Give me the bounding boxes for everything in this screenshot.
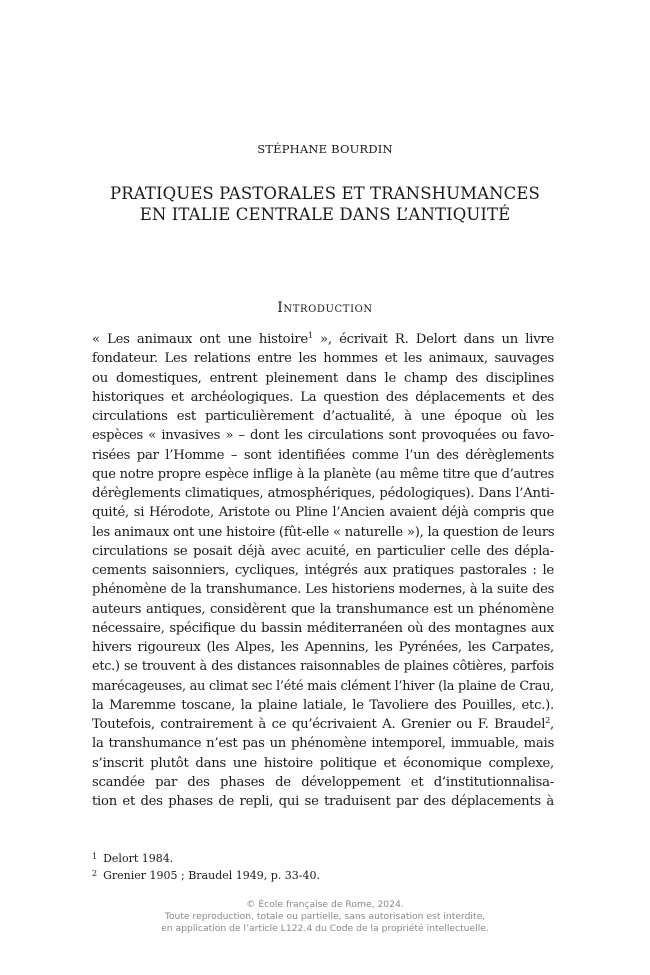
body-line: etc.) se trouvent à des distances raisonnables de plaines côtières, parfois	[92, 659, 554, 675]
footnote-1	[92, 849, 554, 866]
title-line-1: PRATIQUES PASTORALES ET TRANSHUMANCES	[110, 184, 540, 203]
body-line: circulations est particulièrement d’actualité, à une époque où les	[92, 409, 554, 424]
body-line: tion et des phases de repli, qui se traduisent par des déplacements à	[92, 794, 554, 809]
body-line: quité, si Hérodote, Aristote ou Pline l’Ancien avaient déjà compris que	[92, 505, 554, 521]
footnote-number: 2	[92, 869, 98, 878]
footnotes	[92, 849, 554, 883]
article-title	[0, 183, 650, 225]
body-line: historiques et archéologiques. La question des déplacements et des	[92, 389, 554, 405]
body-line: dérèglements climatiques, atmosphériques, pédologiques). Dans l’Anti-	[92, 486, 554, 501]
footnote-ref-1[interactable]: 1	[307, 331, 313, 340]
body-line: cements saisonniers, cycliques, intégrés aux pratiques pastorales : le	[92, 563, 554, 578]
body-line: risées par l’Homme – sont identifiées comme l’un des dérèglements	[92, 447, 554, 463]
body-line: Toutefois, contrairement à ce qu’écrivaient A. Grenier ou F. Braudel$^2$,	[92, 716, 554, 732]
footnote-2	[92, 866, 554, 883]
body-line: hivers rigoureux (les Alpes, les Apennins, les Pyrénées, les Carpates,	[92, 640, 554, 655]
footnote-text: Grenier 1905 ; Braudel 1949, p. 33-40.	[103, 869, 320, 882]
footnote-ref-2[interactable]: 2	[545, 716, 551, 725]
copyright-notice	[0, 899, 650, 935]
footnote-number: 1	[92, 852, 98, 861]
body-line: ou domestiques, entrent pleinement dans le champ des disciplines	[92, 370, 554, 386]
copyright-line: © École française de Rome, 2024.	[246, 899, 404, 910]
body-line: auteurs antiques, considèrent que la transhumance est un phénomène	[92, 601, 554, 617]
body-line: circulations se posait déjà avec acuité, en particulier celle des dépla-	[92, 543, 554, 559]
body-line: marécageuses, au climat sec l’été mais clément l’hiver (la plaine de Crau,	[92, 678, 554, 694]
body-line: la Maremme toscane, la plaine latiale, le Tavoliere des Pouilles, etc.).	[92, 697, 554, 713]
body-line: fondateur. Les relations entre les hommes et les animaux, sauvages	[92, 351, 554, 367]
body-line: phénomène de la transhumance. Les historiens modernes, à la suite des	[92, 582, 554, 598]
footnote-text: Delort 1984.	[103, 852, 174, 865]
body-line: les animaux ont une histoire (fût-elle « naturelle »), la question de leurs	[92, 524, 555, 540]
copyright-line: Toute reproduction, totale ou partielle, sans autorisation est interdite,	[164, 911, 486, 922]
body-line: « Les animaux ont une histoire$^1$ », écrivait R. Delort dans un livre	[92, 331, 555, 347]
title-line-2: EN ITALIE CENTRALE DANS L’ANTIQUITÉ	[139, 205, 511, 224]
section-heading: Introduction	[277, 300, 373, 316]
body-line: s’inscrit plutôt dans une histoire politique et économique complexe,	[92, 755, 554, 771]
body-line: nécessaire, spécifique du bassin méditerranéen où des montagnes aux	[92, 620, 554, 636]
body-text	[92, 330, 554, 811]
body-line: espèces « invasives » – dont les circulations sont provoquées ou favo-	[92, 428, 554, 444]
copyright-line: en application de l’article L122.4 du Code de la propriété intellectuelle.	[161, 923, 489, 934]
body-line: que notre propre espèce inflige à la planète (au même titre que d’autres	[92, 466, 554, 482]
author-name: STÉPHANE BOURDIN	[257, 142, 393, 156]
body-line: la transhumance n’est pas un phénomène intemporel, immuable, mais	[92, 736, 554, 752]
body-line: scandée par des phases de développement et d’institutionnalisa-	[92, 774, 554, 790]
